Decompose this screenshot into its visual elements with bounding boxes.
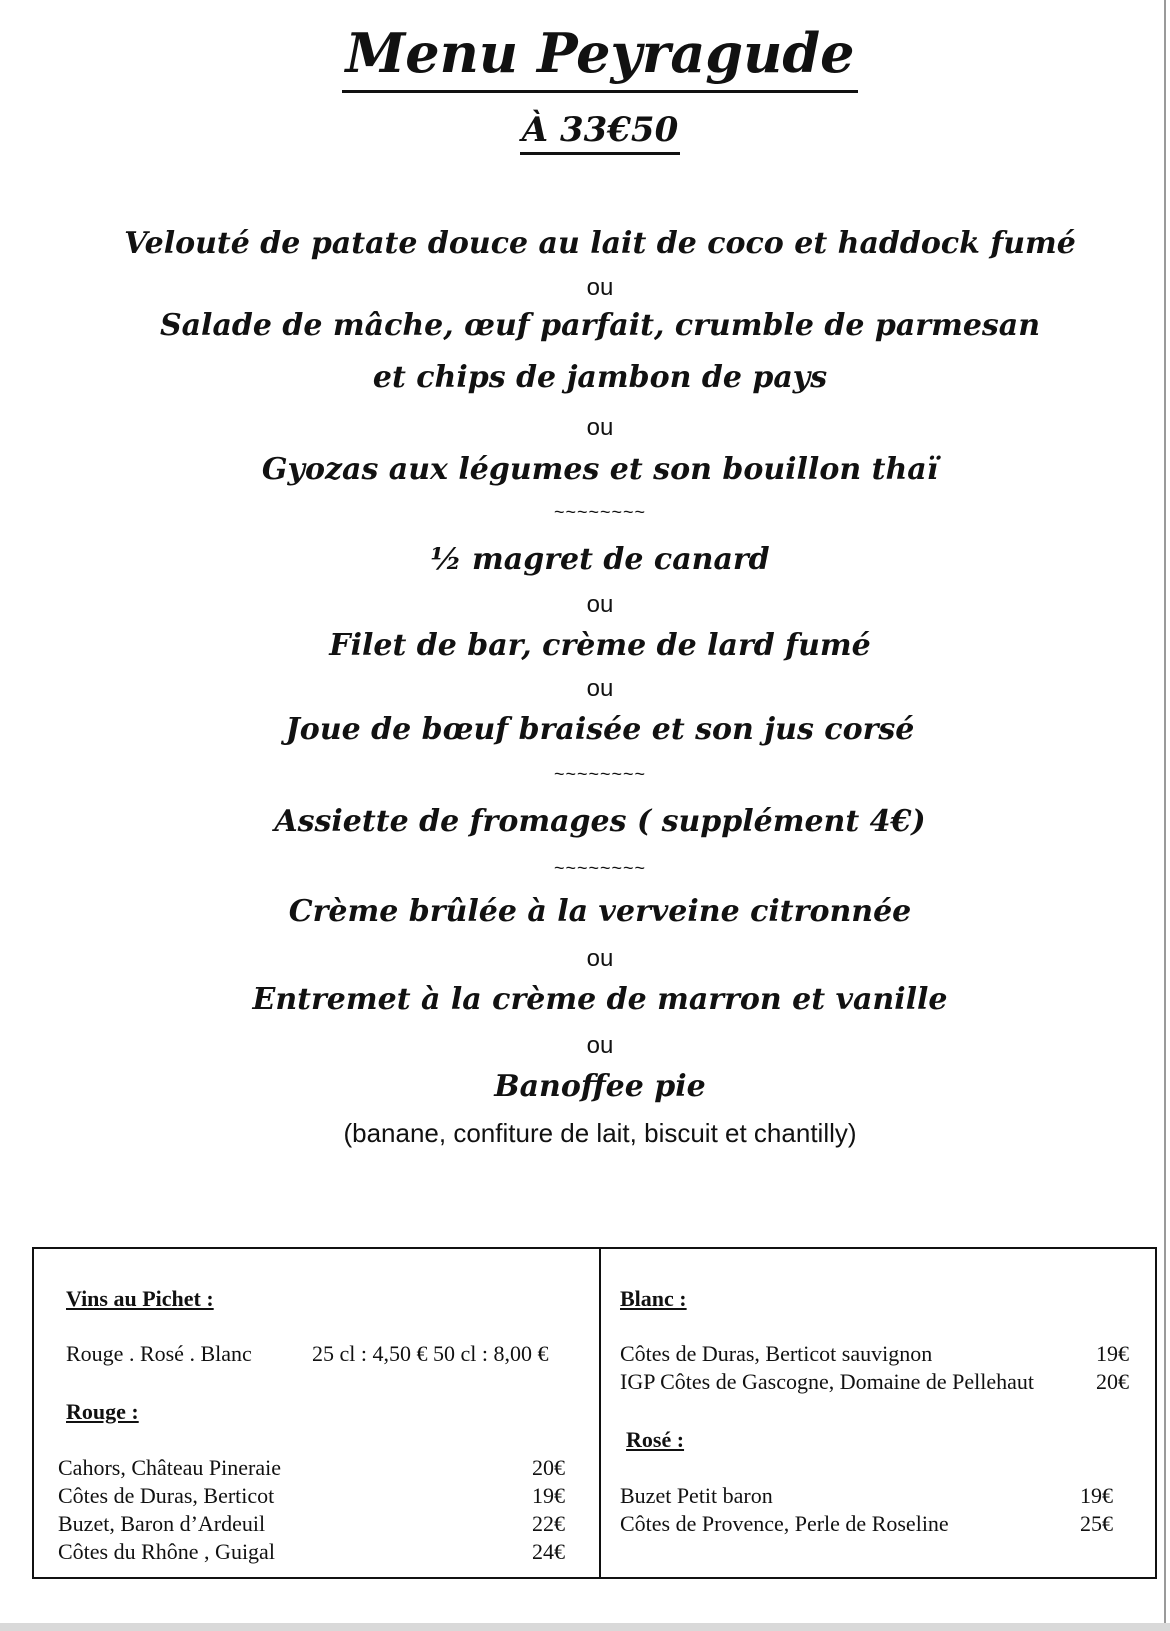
pichet-label: Rouge . Rosé . Blanc xyxy=(66,1341,252,1366)
or-separator: ou xyxy=(586,675,614,702)
dessert-3-note: (banane, confiture de lait, biscuit et chantilly) xyxy=(343,1118,857,1148)
menu-price xyxy=(0,108,1170,155)
rose-heading: Rosé : xyxy=(626,1427,685,1452)
rose-wine-name: Côtes de Provence, Perle de Roseline xyxy=(620,1511,949,1536)
course-separator: ~~~~~~~~ xyxy=(553,502,647,522)
starter-3: Gyozas aux légumes et son bouillon thaï xyxy=(261,452,939,487)
or-separator: ou xyxy=(586,591,614,618)
or-separator: ou xyxy=(586,1032,614,1059)
starter-1: Velouté de patate douce au lait de coco et haddock fumé xyxy=(124,226,1076,261)
pichet-prices: 25 cl : 4,50 € 50 cl : 8,00 € xyxy=(312,1341,549,1366)
or-separator: ou xyxy=(586,945,614,972)
rouge-wine-name: Buzet, Baron d’Ardeuil xyxy=(58,1511,266,1536)
rouge-wine-name: Côtes de Duras, Berticot xyxy=(58,1483,275,1508)
or-separator: ou xyxy=(586,414,614,441)
pichet-heading: Vins au Pichet : xyxy=(66,1286,214,1311)
blanc-wine-price: 19€ xyxy=(1096,1341,1129,1366)
rouge-wine-price: 19€ xyxy=(532,1483,565,1508)
rouge-wine-name: Côtes du Rhône , Guigal xyxy=(58,1539,275,1564)
dessert-1: Crème brûlée à la verveine citronnée xyxy=(288,894,912,929)
blanc-wine-name: IGP Côtes de Gascogne, Domaine de Pellehaut xyxy=(620,1369,1035,1394)
rose-wine-price: 25€ xyxy=(1080,1511,1113,1536)
main-1: ½ magret de canard xyxy=(430,542,770,577)
wine-list-divider xyxy=(599,1249,601,1577)
rouge-wine-price: 20€ xyxy=(532,1455,565,1480)
starter-2: Salade de mâche, œuf parfait, crumble de parmesan xyxy=(159,308,1041,343)
blanc-wine-price: 20€ xyxy=(1096,1369,1129,1394)
blanc-wine-name: Côtes de Duras, Berticot sauvignon xyxy=(620,1341,933,1366)
or-separator: ou xyxy=(586,274,614,301)
rouge-wine-price: 22€ xyxy=(532,1511,565,1536)
dessert-2: Entremet à la crème de marron et vanille xyxy=(252,982,948,1017)
rose-wine-price: 19€ xyxy=(1080,1483,1113,1508)
rouge-wine-price: 24€ xyxy=(532,1539,565,1564)
menu-title xyxy=(0,18,1170,93)
blanc-heading: Blanc : xyxy=(620,1286,687,1311)
main-3: Joue de bœuf braisée et son jus corsé xyxy=(285,712,915,747)
scan-bottom-shade xyxy=(0,1623,1170,1631)
rose-wine-name: Buzet Petit baron xyxy=(620,1483,773,1508)
main-2: Filet de bar, crème de lard fumé xyxy=(329,628,871,663)
course-separator: ~~~~~~~~ xyxy=(553,858,647,878)
rouge-heading: Rouge : xyxy=(66,1399,139,1424)
dessert-3: Banoffee pie xyxy=(494,1069,706,1104)
wine-list xyxy=(32,1247,1157,1579)
cheese-course: Assiette de fromages ( supplément 4€) xyxy=(274,804,926,839)
starter-2-continued: et chips de jambon de pays xyxy=(372,360,828,395)
menu-title-text: Menu Peyragude xyxy=(342,18,859,93)
course-separator: ~~~~~~~~ xyxy=(553,764,647,784)
rouge-wine-name: Cahors, Château Pineraie xyxy=(58,1455,281,1480)
menu-price-text: À 33€50 xyxy=(520,108,681,155)
